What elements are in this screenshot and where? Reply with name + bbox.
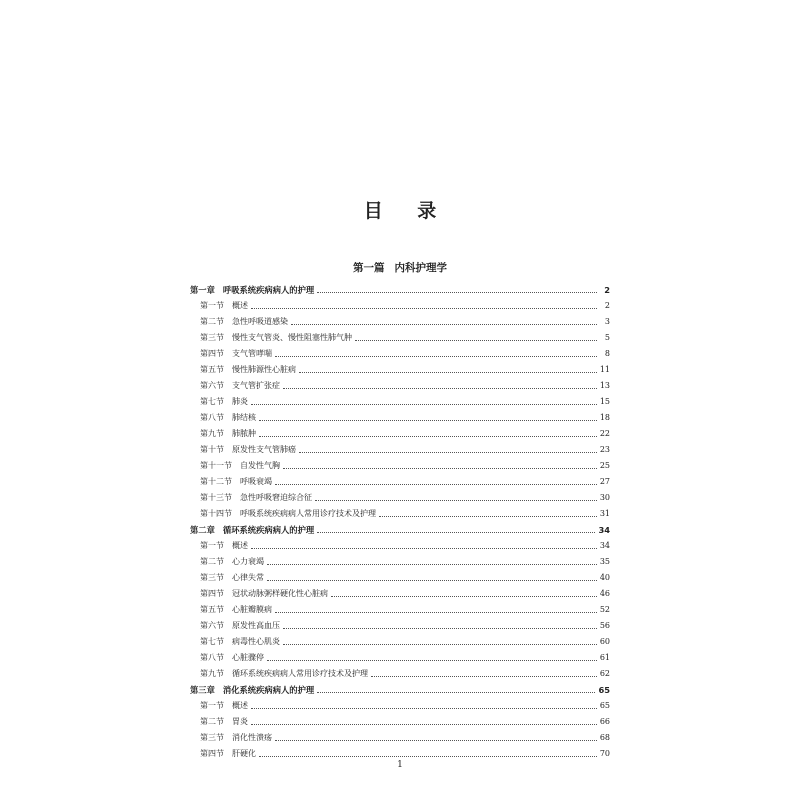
dot-leader [317,692,595,693]
dot-leader [251,548,597,549]
toc-entry-page: 34 [599,541,610,550]
toc-entry-number: 第八节 [200,413,224,422]
dot-leader [379,516,597,517]
toc-entry-title: 呼吸衰竭 [240,477,272,486]
toc-section-entry[interactable] [190,488,610,504]
toc-entry-title: 肝硬化 [232,749,256,758]
table-of-contents [190,280,610,760]
dot-leader [251,724,597,725]
toc-entry-number: 第十三节 [200,493,232,502]
toc-section-entry[interactable] [190,728,610,744]
toc-entry-page: 52 [599,605,610,614]
toc-entry-number: 第八节 [200,653,224,662]
toc-section-entry[interactable] [190,744,610,760]
toc-section-entry[interactable] [190,504,610,520]
toc-entry-number: 第五节 [200,365,224,374]
toc-entry-title: 呼吸系统疾病病人常用诊疗技术及护理 [240,509,376,518]
toc-section-entry[interactable] [190,696,610,712]
dot-leader [283,468,597,469]
page-title: 目 录 [363,200,451,222]
toc-section-entry[interactable] [190,536,610,552]
toc-entry-title: 慢性支气管炎、慢性阻塞性肺气肿 [232,333,352,342]
toc-section-entry[interactable] [190,456,610,472]
toc-entry-number: 第九节 [200,669,224,678]
toc-entry-title: 概述 [232,701,248,710]
toc-entry-number: 第六节 [200,381,224,390]
toc-entry-title: 心脏骤停 [232,653,264,662]
toc-entry-page: 5 [604,333,610,342]
dot-leader [267,580,597,581]
toc-section-entry[interactable] [190,584,610,600]
toc-entry-number: 第二节 [200,317,224,326]
toc-entry-title: 心力衰竭 [232,557,264,566]
toc-entry-title: 急性呼吸窘迫综合征 [240,493,312,502]
toc-entry-page: 34 [598,525,610,535]
toc-entry-title: 肺脓肿 [232,429,256,438]
toc-entry-page: 27 [599,477,610,486]
toc-entry-page: 61 [599,653,610,662]
dot-leader [275,612,597,613]
part-number: 第一篇 [353,262,385,274]
toc-section-entry[interactable] [190,296,610,312]
toc-entry-page: 35 [599,557,610,566]
toc-entry-page: 60 [599,637,610,646]
toc-entry-number: 第十一节 [200,461,232,470]
toc-entry-number: 第二节 [200,717,224,726]
toc-section-entry[interactable] [190,344,610,360]
dot-leader [275,740,597,741]
toc-section-entry[interactable] [190,328,610,344]
dot-leader [267,564,597,565]
toc-entry-page: 25 [599,461,610,470]
toc-entry-title: 循环系统疾病病人的护理 [222,525,315,535]
toc-section-entry[interactable] [190,440,610,456]
toc-entry-number: 第十四节 [200,509,232,518]
toc-entry-title: 肺炎 [232,397,248,406]
toc-entry-title: 慢性肺源性心脏病 [232,365,296,374]
dot-leader [251,404,597,405]
toc-section-entry[interactable] [190,552,610,568]
dot-leader [251,308,597,309]
dot-leader [355,340,597,341]
dot-leader [331,596,597,597]
toc-entry-number: 第四节 [200,589,224,598]
toc-entry-title: 肺结核 [232,413,256,422]
toc-entry-title: 原发性高血压 [232,621,280,630]
toc-entry-number: 第三章 [190,685,215,695]
toc-entry-number: 第六节 [200,621,224,630]
toc-entry-title: 原发性支气管肺癌 [232,445,296,454]
toc-entry-number: 第十节 [200,445,224,454]
toc-entry-title: 支气管哮喘 [232,349,272,358]
dot-leader [251,708,597,709]
toc-chapter-entry[interactable] [190,520,610,536]
toc-entry-title: 概述 [232,541,248,550]
toc-entry-number: 第一节 [200,541,224,550]
toc-entry-page: 62 [599,669,610,678]
toc-entry-page: 65 [598,685,610,695]
toc-entry-number: 第二节 [200,557,224,566]
dot-leader [259,756,597,757]
toc-entry-page: 23 [599,445,610,454]
toc-entry-page: 70 [599,749,610,758]
toc-section-entry[interactable] [190,472,610,488]
toc-entry-page: 31 [599,509,610,518]
toc-entry-page: 3 [604,317,610,326]
toc-entry-title: 循环系统疾病病人常用诊疗技术及护理 [232,669,368,678]
toc-entry-page: 30 [599,493,610,502]
toc-entry-title: 消化系统疾病病人的护理 [222,685,315,695]
toc-entry-page: 2 [604,285,610,295]
toc-entry-page: 8 [604,349,610,358]
dot-leader [259,436,597,437]
dot-leader [291,324,597,325]
toc-entry-page: 18 [599,413,610,422]
part-name: 内科护理学 [394,262,447,274]
dot-leader [283,388,597,389]
toc-entry-page: 65 [599,701,610,710]
dot-leader [267,660,597,661]
dot-leader [275,356,597,357]
toc-entry-page: 40 [599,573,610,582]
toc-entry-number: 第三节 [200,573,224,582]
toc-entry-page: 15 [599,397,610,406]
toc-section-entry[interactable] [190,616,610,632]
toc-entry-title: 病毒性心肌炎 [232,637,280,646]
dot-leader [317,292,597,293]
toc-entry-title: 心律失常 [232,573,264,582]
toc-entry-number: 第三节 [200,733,224,742]
toc-chapter-entry[interactable] [190,680,610,696]
toc-entry-number: 第七节 [200,637,224,646]
toc-section-entry[interactable] [190,712,610,728]
toc-entry-number: 第四节 [200,749,224,758]
toc-entry-title: 胃炎 [232,717,248,726]
toc-section-entry[interactable] [190,664,610,680]
toc-section-entry[interactable] [190,568,610,584]
toc-entry-page: 56 [599,621,610,630]
toc-entry-title: 心脏瓣膜病 [232,605,272,614]
toc-entry-title: 支气管扩张症 [232,381,280,390]
dot-leader [259,420,597,421]
toc-entry-title: 概述 [232,301,248,310]
toc-chapter-entry[interactable] [190,280,610,296]
toc-entry-page: 22 [599,429,610,438]
toc-entry-page: 11 [599,365,610,374]
part-heading [0,260,800,275]
toc-entry-page: 2 [604,301,610,310]
dot-leader [283,644,597,645]
toc-section-entry[interactable] [190,392,610,408]
toc-entry-number: 第九节 [200,429,224,438]
toc-entry-number: 第二章 [190,525,215,535]
toc-entry-title: 急性呼吸道感染 [232,317,288,326]
toc-section-entry[interactable] [190,424,610,440]
toc-entry-title: 自发性气胸 [240,461,280,470]
toc-entry-page: 13 [599,381,610,390]
toc-section-entry[interactable] [190,376,610,392]
toc-entry-number: 第十二节 [200,477,232,486]
toc-entry-page: 66 [599,717,610,726]
dot-leader [299,372,597,373]
toc-entry-number: 第三节 [200,333,224,342]
toc-entry-number: 第一节 [200,301,224,310]
toc-entry-number: 第七节 [200,397,224,406]
toc-section-entry[interactable] [190,632,610,648]
dot-leader [275,484,597,485]
toc-entry-number: 第一节 [200,701,224,710]
toc-entry-page: 68 [599,733,610,742]
toc-entry-number: 第一章 [190,285,215,295]
toc-section-entry[interactable] [190,600,610,616]
toc-section-entry[interactable] [190,360,610,376]
dot-leader [299,452,597,453]
dot-leader [283,628,597,629]
toc-entry-title: 消化性溃疡 [232,733,272,742]
toc-entry-title: 呼吸系统疾病病人的护理 [222,285,315,295]
toc-entry-title: 冠状动脉粥样硬化性心脏病 [232,589,328,598]
dot-leader [315,500,597,501]
dot-leader [317,532,595,533]
toc-section-entry[interactable] [190,312,610,328]
dot-leader [371,676,597,677]
toc-section-entry[interactable] [190,408,610,424]
toc-entry-number: 第五节 [200,605,224,614]
toc-entry-page: 46 [599,589,610,598]
toc-section-entry[interactable] [190,648,610,664]
page-number: 1 [397,760,403,770]
toc-entry-number: 第四节 [200,349,224,358]
